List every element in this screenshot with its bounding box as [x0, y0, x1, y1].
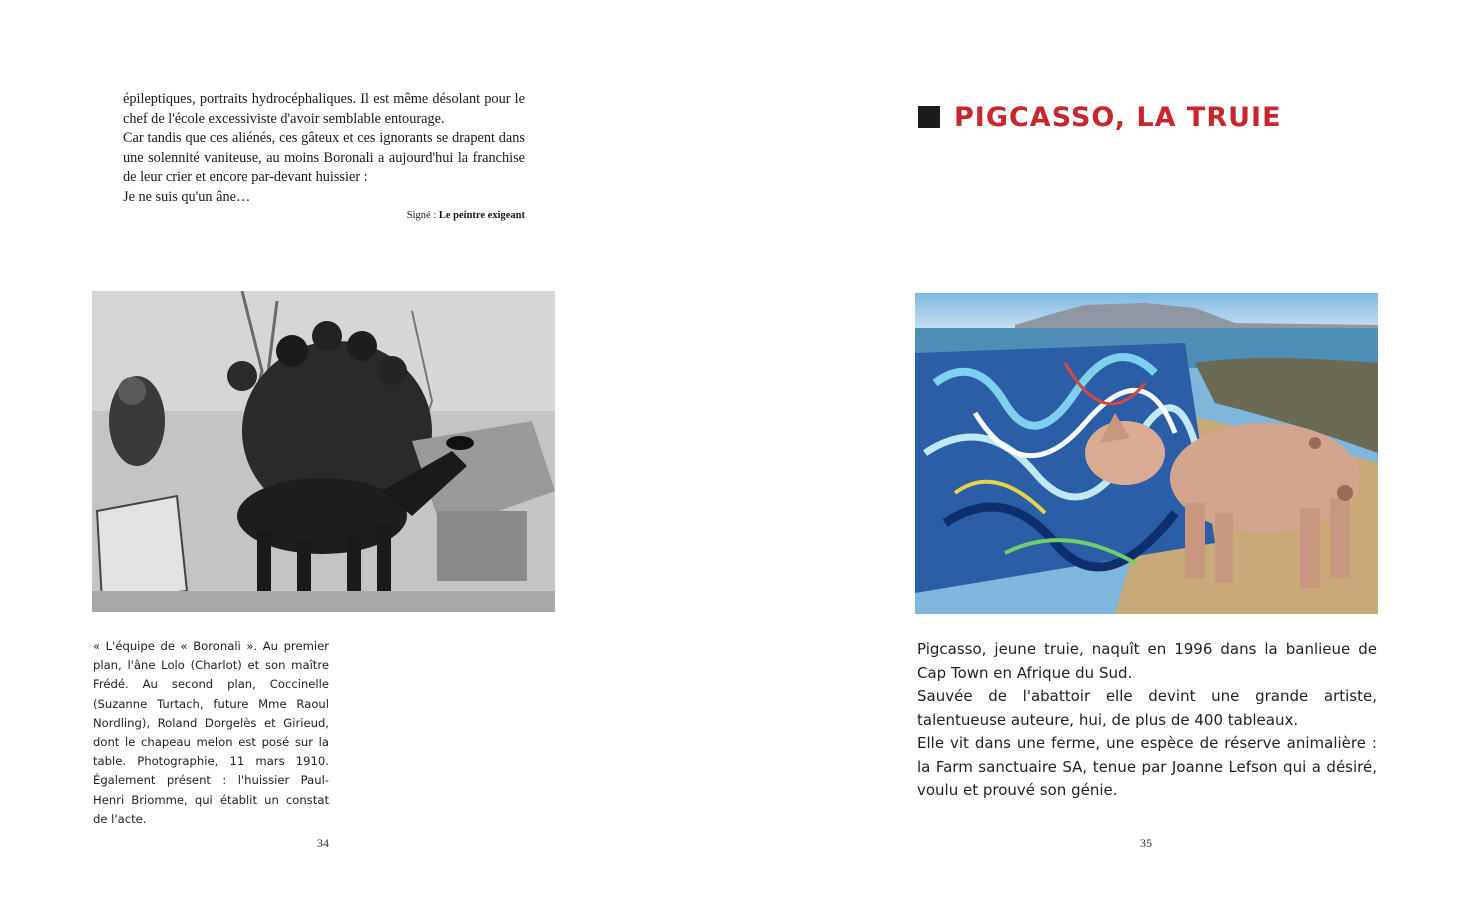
body-paragraph-3: Elle vit dans une ferme, une espèce de réserve animalière : la Farm sanctuaire SA, tenue par Joanne Lefson qui a désiré, voulu et prouvé son génie.	[917, 734, 1377, 799]
quote-paragraph-1: épileptiques, portraits hydrocéphaliques. Il est même désolant pour le chef de l'école excessiviste d'avoir semblable entourage.	[123, 91, 525, 127]
signed-prefix: Signé :	[406, 210, 439, 221]
boronali-photo-drawing	[92, 291, 555, 612]
body-text	[917, 638, 1377, 803]
body-paragraph-1: Pigcasso, jeune truie, naquît en 1996 dans la banlieue de Cap Town en Afrique du Sud.	[917, 640, 1377, 682]
body-paragraph-2: Sauvée de l'abattoir elle devint une grande artiste, talentueuse auteure, hui, de plus de 400 tableaux.	[917, 687, 1377, 729]
heading-title: PIGCASSO, LA TRUIE	[954, 101, 1282, 133]
signed-name: Le peintre exigeant	[438, 210, 525, 221]
section-heading	[918, 100, 1282, 134]
quote-paragraph-2: Car tandis que ces aliénés, ces gâteux et ces ignorants se drapent dans une solennité vaniteuse, au moins Boronali a aujourd'hui la franchise de leur crier et encore par-devant huissier :	[123, 130, 525, 186]
pigcasso-photo	[915, 293, 1378, 614]
quote-text	[123, 90, 525, 208]
quote-paragraph-3: Je ne suis qu'un âne…	[123, 188, 251, 205]
page-number-left: 34	[317, 836, 329, 850]
signature-line	[123, 210, 525, 221]
photo-caption	[93, 637, 329, 829]
heading-square-icon	[918, 106, 940, 128]
caption-text: « L'équipe de « Boronali ». Au premier plan, l'âne Lolo (Charlot) et son maître Frédé. Au second plan, Coccinelle (Suzanne Turtach, future Mme Raoul Nordling), Roland Dorgelès et Girieud, dont le chapeau melon est posé sur la table. Photographie, 11 mars 1910. Également présent : l'huissier Paul-Henri Briomme, qui établit un constat de l'acte.	[93, 639, 329, 826]
pigcasso-photo-drawing	[915, 293, 1378, 614]
page-number-right: 35	[1140, 836, 1152, 850]
boronali-photo	[92, 291, 555, 612]
